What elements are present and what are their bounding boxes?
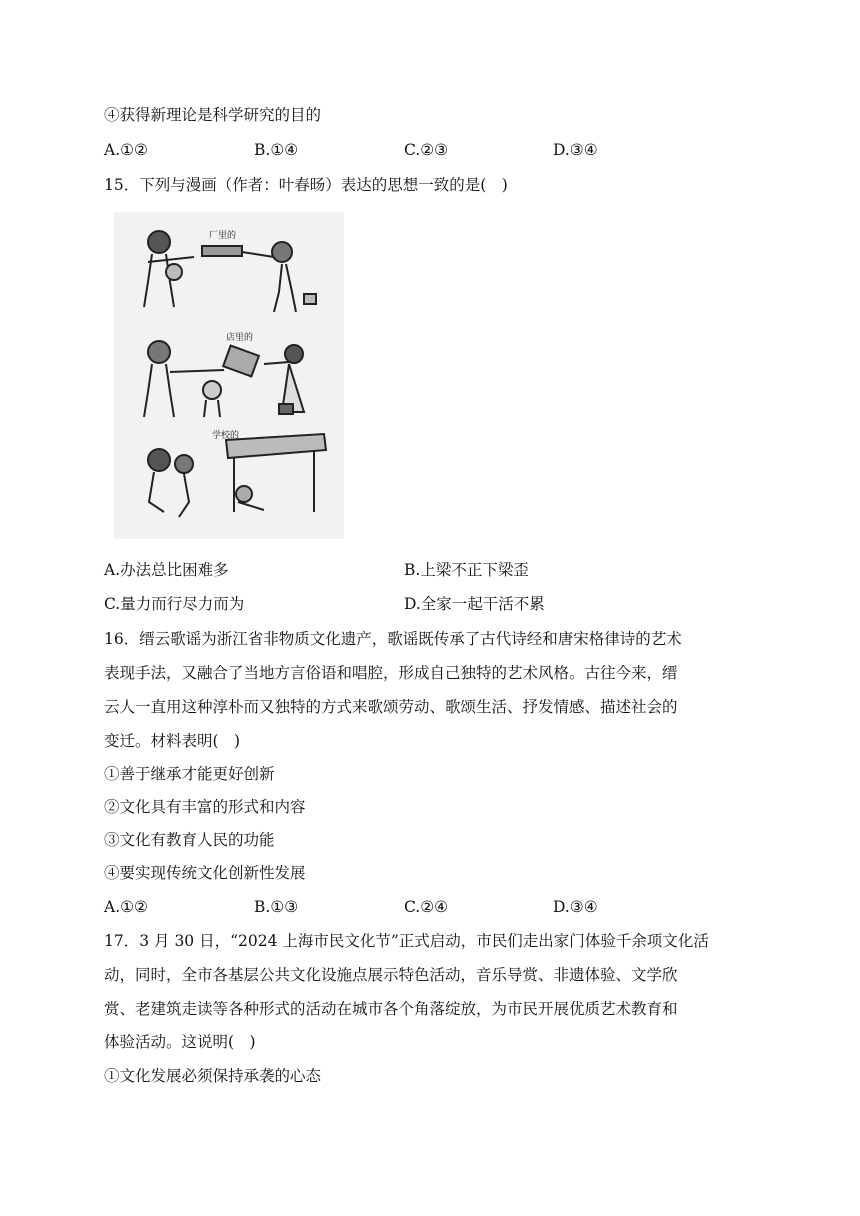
cartoon-label-school: 学校的 — [212, 431, 240, 441]
q14-option-d: D.③④ — [553, 141, 598, 159]
cartoon-illustration — [114, 212, 344, 539]
q16-item-2: ②文化具有丰富的形式和内容 — [104, 798, 306, 816]
cartoon-label-factory: 厂里的 — [209, 231, 237, 241]
q14-item-4: ④获得新理论是科学研究的目的 — [104, 106, 322, 124]
q17-line-1: 17．3 月 30 日，“2024 上海市民文化节”正式启动，市民们走出家门体验千余项文化活 — [104, 932, 709, 950]
cartoon-label-shop: 店里的 — [226, 333, 254, 343]
q16-option-c: C.②④ — [404, 898, 449, 916]
q17-item-1: ①文化发展必须保持承袭的心态 — [104, 1067, 322, 1085]
q15-option-a: A.办法总比困难多 — [104, 561, 229, 579]
q14-option-b: B.①④ — [254, 141, 299, 159]
q16-item-1: ①善于继承才能更好创新 — [104, 765, 275, 783]
q14-option-a: A.①② — [104, 141, 148, 159]
q16-line-2: 表现手法，又融合了当地方言俗语和唱腔，形成自己独特的艺术风格。古往今来，缙 — [104, 664, 678, 682]
q17-line-2: 动，同时，全市各基层公共文化设施点展示特色活动，音乐导赏、非遗体验、文学欣 — [104, 966, 678, 984]
q15-option-d: D.全家一起干活不累 — [404, 595, 545, 613]
q16-item-4: ④要实现传统文化创新性发展 — [104, 864, 306, 882]
q16-item-3: ③文化有教育人民的功能 — [104, 831, 275, 849]
q16-line-4: 变迁。材料表明( ) — [104, 732, 241, 750]
q15-option-c: C.量力而行尽力而为 — [104, 595, 245, 613]
q17-line-3: 赏、老建筑走读等各种形式的活动在城市各个角落绽放，为市民开展优质艺术教育和 — [104, 1000, 678, 1018]
q15-stem: 15．下列与漫画（作者：叶春旸）表达的思想一致的是( ) — [104, 176, 508, 194]
q16-option-d: D.③④ — [553, 898, 598, 916]
q16-option-a: A.①② — [104, 898, 148, 916]
q14-option-c: C.②③ — [404, 141, 449, 159]
q16-option-b: B.①③ — [254, 898, 299, 916]
q15-cartoon-image — [114, 212, 344, 539]
q15-option-b: B.上梁不正下梁歪 — [404, 561, 529, 579]
q16-line-1: 16．缙云歌谣为浙江省非物质文化遗产，歌谣既传承了古代诗经和唐宋格律诗的艺术 — [104, 630, 682, 648]
q17-line-4: 体验活动。这说明( ) — [104, 1033, 256, 1051]
q16-line-3: 云人一直用这种淳朴而又独特的方式来歌颂劳动、歌颂生活、抒发情感、描述社会的 — [104, 698, 678, 716]
